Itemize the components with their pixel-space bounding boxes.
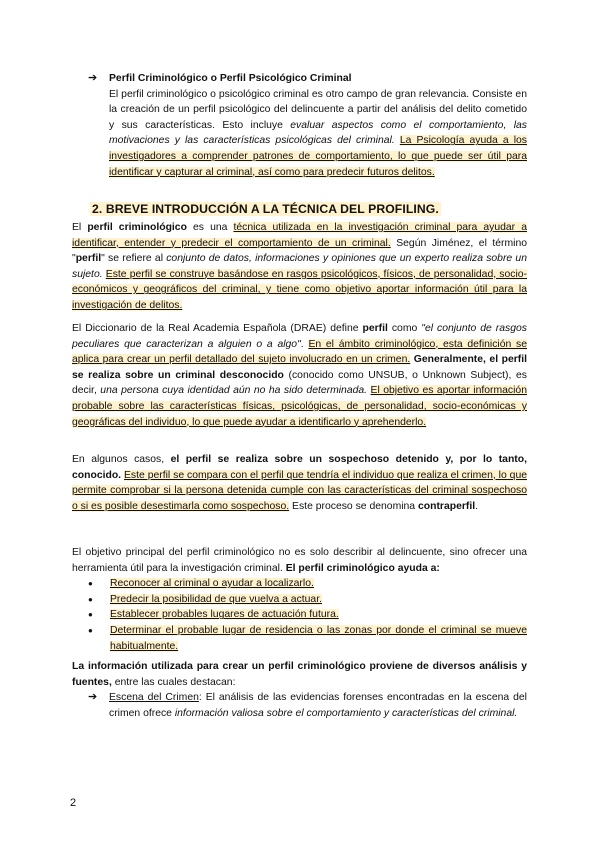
italic-run: conjunto de datos, informaciones y opiniones que un experto realiza sobre un sujeto. (72, 253, 527, 280)
text-run (367, 385, 370, 396)
arrow-bullet-icon: ➔ (88, 72, 98, 84)
text-run: (conocido como UNSUB, o Unknown Subject), es decir, (72, 369, 527, 397)
bold-run: perfil (362, 323, 388, 334)
arrow-bullet-icon: ➔ (88, 691, 98, 703)
section-title: 2. BREVE INTRODUCCIÓN A LA TÉCNICA DEL PROFILING. (92, 202, 439, 216)
text-run: : El análisis de las evidencias forenses encontradas en la escena del crimen ofrece (109, 692, 527, 719)
text-run: es una (186, 222, 234, 233)
list-item-text: Determinar el probable lugar de residencia o las zonas por donde el criminal se mueve habitualmente. (110, 624, 527, 652)
text-run: . (300, 338, 309, 350)
underlined-highlight-run: El objetivo es aportar información probable sobre las características físicas, psicológicas, de personalidad, socio-económicas y geográficas del individuo, lo que puede ayudar a identificarlo y aprehenderlo. (72, 385, 527, 428)
paragraph-definition (72, 220, 527, 314)
underlined-highlight-run: La Psicología ayuda a los investigadores a comprender patrones de comportamiento, lo que puede ser útil para identificar y capturar al criminal, así como para predecir futuros delitos. (109, 135, 527, 178)
bold-run: perfil (75, 253, 102, 265)
italic-run: una persona cuya identidad aún no ha sido determinada. (100, 385, 368, 397)
list-item-text: Reconocer al criminal o ayudar a localizarlo. (110, 578, 314, 590)
text-run: entre las cuales destacan: (111, 676, 236, 688)
list-item (82, 607, 527, 623)
list-item (82, 592, 527, 608)
text-run: Según Jiménez, el término " (72, 237, 527, 265)
bold-run: Generalmente, el perfil se realiza sobre un criminal desconocido (72, 354, 527, 381)
italic-run: evaluar aspectos como el comportamiento, las motivaciones y las características psicológicas del criminal. (109, 119, 527, 147)
italic-run: "el conjunto de rasgos peculiares que caracterizan a alguien o a algo" (72, 323, 527, 350)
paragraph-contraperfil (72, 452, 527, 514)
bold-run: perfil criminológico (87, 222, 187, 233)
underlined-highlight-run: En el ámbito criminológico, esta definición se aplica para crear un perfil detallado del sujeto involucrado en un crimen. (72, 338, 528, 366)
bold-run: El perfil criminológico ayuda a: (285, 562, 440, 574)
bullet-list (82, 576, 527, 654)
paragraph-fuentes (72, 659, 527, 690)
bold-run: el perfil se realiza sobre un sospechoso detenido y, por lo tanto, conocido. (72, 454, 527, 481)
text-run: como (387, 323, 422, 334)
text-run: Este proceso se denomina (289, 500, 418, 512)
italic-run: información valiosa sobre el comportamiento y características del criminal. (174, 707, 518, 719)
bold-run: contraperfil (417, 500, 476, 512)
text-run: . (475, 500, 479, 512)
list-item-text: Establecer probables lugares de actuación futura. (110, 609, 339, 621)
underlined-highlight-run: técnica utilizada en la investigación criminal para ayudar a identificar, entender y predecir el comportamiento de un criminal. (72, 222, 527, 249)
text-run: El Diccionario de la Real Academia Española (DRAE) define (72, 323, 363, 334)
text-run: El objetivo principal del perfil criminológico no es solo describir al delincuente, sino ofrecer una herramienta útil para la investigación criminal. (72, 547, 527, 574)
list-item (82, 576, 527, 592)
paragraph-objetivo (72, 545, 527, 654)
subsection-title: Perfil Criminológico o Perfil Psicológico Criminal (109, 73, 352, 84)
source-item-escena (109, 690, 527, 721)
text-run: En algunos casos, (72, 454, 171, 465)
text-run: El (72, 222, 88, 233)
subsection-perfil-criminologico (109, 71, 527, 180)
page-number: 2 (70, 797, 77, 809)
list-item (82, 623, 527, 654)
underlined-highlight-run: Este perfil se construye basándose en rasgos psicológicos, físicos, de personalidad, socio-económicos y geográficos del criminal, y tiene como objetivo aportar información útil para la investigación de delitos. (72, 268, 527, 311)
paragraph-drae (72, 321, 527, 430)
underlined-highlight-run: Este perfil se compara con el perfil que tendría el individuo que realiza el crimen, lo que permite comprobar si la persona detenida cumple con las características del criminal sospechoso o si es posible desestimarla como sospechoso. (72, 469, 527, 512)
bold-run: La información utilizada para crear un perfil criminológico proviene de diversos análisis y fuentes, (72, 661, 527, 688)
underlined-run: Escena del Crimen (109, 692, 199, 703)
text-run: El perfil criminológico o psicológico criminal es otro campo de gran relevancia. Consiste en la creación de un perfil psicológico del delincuente a partir del análisis del delito cometido y sus características. Esto incluye (109, 88, 527, 131)
text-run: " se refiere al (101, 253, 167, 265)
list-item-text: Predecir la posibilidad de que vuelva a actuar. (110, 593, 322, 605)
